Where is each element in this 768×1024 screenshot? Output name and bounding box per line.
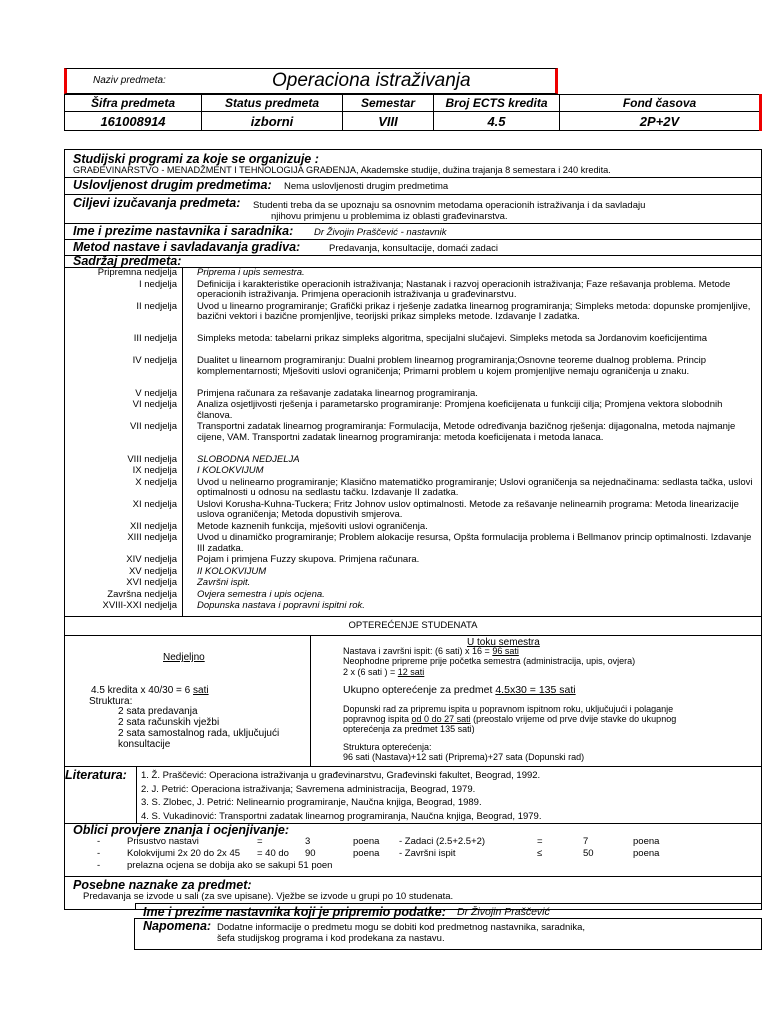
week-content: SLOBODNA NEDJELJA bbox=[197, 453, 300, 465]
ukupno-line: Ukupno opterećenje za predmet 4.5x30 = 135 sati bbox=[343, 684, 576, 696]
oblici-cell-f: = bbox=[537, 836, 543, 847]
col-sifra: Šifra predmeta bbox=[65, 95, 202, 112]
opterecenje-title: OPTEREĆENJE STUDENATA bbox=[348, 620, 478, 631]
sem-line-2: Neophodne pripreme prije početka semestra (administracija, upis, ovjera) bbox=[343, 656, 636, 666]
oblici-cell-a: Prisustvo nastavi bbox=[127, 836, 199, 847]
week-content: Definicija i karakteristike operacionih istraživanja; Nastanak i razvoj operacionih istraživanja; Faze rešavanja problema. Metode operacionih istraživanja. Primjena operacionih istraživanja u građevinarstvu. bbox=[197, 278, 731, 300]
oblici-cell-a: Kolokvijumi 2x 20 do 2x 45 bbox=[127, 848, 241, 859]
nastavnik-text: Dr Živojin Praščević - nastavnik bbox=[314, 227, 447, 238]
sem-line-3: 2 x (6 sati ) = 12 sati bbox=[343, 667, 425, 677]
divider bbox=[135, 903, 761, 904]
oblici-note-bullet: - bbox=[97, 860, 101, 871]
week-content: Završni ispit. bbox=[197, 577, 251, 588]
oblici-cell-e: - Završni ispit bbox=[399, 848, 456, 859]
sem-line-1: Nastava i završni ispit: (6 sati) x 16 = 96 sati bbox=[343, 646, 519, 656]
struktura-opt-label: Struktura opterećenja: bbox=[343, 742, 432, 752]
metod-text: Predavanja, konsultacije, domaći zadaci bbox=[329, 243, 498, 254]
week-label: XIV nedjelja bbox=[126, 554, 177, 565]
course-name-value: Operaciona istraživanja bbox=[272, 70, 471, 91]
val-sifra: 161008914 bbox=[65, 112, 202, 131]
course-detail-box bbox=[64, 149, 762, 919]
oblici-cell-c: 3 bbox=[305, 836, 311, 847]
oblici-label: Oblici provjere znanja i ocjenjivanje: bbox=[73, 823, 290, 837]
week-content: I KOLOKVIJUM bbox=[197, 465, 264, 476]
oblici-cell-b: = 40 do bbox=[257, 848, 289, 859]
oblici-cell-h: poena bbox=[633, 836, 660, 847]
dopunski-line-2: popravnog ispita od 0 do 27 sati (preostalo vrijeme od prve dvije stavke do ukupnog bbox=[343, 714, 677, 724]
oblici-cell-h: poena bbox=[633, 848, 660, 859]
val-ects: 4.5 bbox=[434, 112, 560, 131]
week-label: IV nedjelja bbox=[132, 355, 177, 366]
semestar-label: U toku semestra bbox=[467, 637, 540, 648]
struktura-item: 2 sata predavanja bbox=[118, 706, 198, 717]
week-content: Primjena računara za rešavanje zadataka linearnog programiranja. bbox=[197, 387, 478, 399]
struktura-item: konsultacije bbox=[118, 739, 171, 750]
literatura-item: 1. Ž. Praščević: Operaciona istraživanja u građevinarstvu, Građevinski fakultet, Beograd, 1992. bbox=[141, 770, 541, 781]
literatura-item: 4. S. Vukadinović: Transportni zadatak linearnog programiranja, Naučna knjiga, Beograd, 1979. bbox=[141, 811, 542, 822]
week-label: IX nedjelja bbox=[132, 465, 177, 476]
course-info-table bbox=[64, 94, 762, 131]
divider bbox=[65, 616, 761, 617]
divider bbox=[65, 635, 761, 636]
oblici-cell-b: = bbox=[257, 836, 263, 847]
oblici-cell-g: 7 bbox=[583, 836, 589, 847]
col-semestar: Semestar bbox=[343, 95, 434, 112]
literatura-item: 3. S. Zlobec, J. Petrić: Nelinearnio programiranje, Naučna knjiga, Beograd, 1989. bbox=[141, 797, 482, 808]
oblici-note: prelazna ocjena se dobija ako se sakupi 51 poen bbox=[127, 860, 333, 871]
nastavnik-label: Ime i prezime nastavnika i saradnika: bbox=[73, 224, 294, 238]
oblici-cell-bullet: - bbox=[97, 836, 101, 847]
literatura-label: Literatura: bbox=[65, 768, 127, 782]
week-label: XII nedjelja bbox=[129, 520, 177, 532]
oblici-cell-bullet: - bbox=[97, 848, 101, 859]
course-name-label: Naziv predmeta: bbox=[93, 75, 166, 86]
struktura-opt-value: 96 sati (Nastava)+12 sati (Priprema)+27 sata (Dopunski rad) bbox=[343, 752, 585, 762]
nedjeljno-label: Nedjeljno bbox=[163, 652, 205, 663]
oblici-cell-c: 90 bbox=[305, 848, 316, 859]
week-label: I nedjelja bbox=[138, 278, 177, 290]
struktura-label: Struktura: bbox=[89, 696, 133, 707]
struktura-item: 2 sata samostalnog rada, uključujući bbox=[118, 728, 280, 739]
week-label: X nedjelja bbox=[135, 476, 177, 488]
sadrzaj-label: Sadržaj predmeta: bbox=[73, 254, 182, 268]
ciljevi-label: Ciljevi izučavanja predmeta: bbox=[73, 196, 241, 210]
week-content: Uslovi Korusha-Kuhna-Tuckera; Fritz Johnov uslov optimalnosti. Metode za rešavanje nelinearnih programa: Metoda linearizacije uslova ograničenja; Metoda dopustivih smjerova. bbox=[197, 498, 739, 520]
pripremio-label: Ime i prezime nastavnika koji je pripremio podatke: bbox=[143, 905, 446, 919]
week-content: Priprema i upis semestra. bbox=[197, 267, 305, 278]
oblici-cell-g: 50 bbox=[583, 848, 594, 859]
programi-label: Studijski programi za koje se organizuje : bbox=[73, 152, 319, 166]
week-content: Metode kaznenih funkcija, mješoviti uslovi ograničenja. bbox=[197, 520, 428, 532]
pripremio-value: Dr Živojin Praščević bbox=[457, 906, 550, 918]
divider bbox=[65, 766, 761, 767]
week-content: Simpleks metoda: tabelarni prikaz simpleks algoritma, specijalni slučajevi. Simpleks metoda sa Jordanovim koeficijentima bbox=[197, 333, 708, 344]
divider bbox=[65, 194, 761, 195]
val-fond: 2P+2V bbox=[560, 112, 761, 131]
oblici-cell-d: poena bbox=[353, 848, 380, 859]
week-content: Ovjera semestra i upis ocjena. bbox=[197, 588, 325, 600]
dopunski-line-1: Dopunski rad za pripremu ispita u popravnom ispitnom roku, uključujući i polaganje bbox=[343, 704, 674, 714]
week-content: Uvod u nelinearno programiranje; Klasično matematičko programiranje; Uslovi ograničenja sa nejednačinama: sedlasta tačka, uslovi optimalnosti u odnosu na sedlastu tačku. Izdavanje II zadatka. bbox=[197, 476, 753, 498]
programi-text: GRAĐEVINARSTVO - MENADŽMENT I TEHNOLOGIJA GRAĐENJA, Akademske studije, dužina trajanja 8 semestara i 240 kredita. bbox=[73, 165, 611, 175]
val-status: izborni bbox=[202, 112, 343, 131]
col-ects: Broj ECTS kredita bbox=[434, 95, 560, 112]
oblici-cell-e: - Zadaci (2.5+2.5+2) bbox=[399, 836, 486, 847]
week-label: VII nedjelja bbox=[129, 421, 177, 432]
week-label: II nedjelja bbox=[136, 300, 177, 312]
week-content: Analiza osjetljivosti rješenja i parametarsko programiranje: Promjena koeficijenata u funkciji cilja; Promjena vektora slobodnih članova. bbox=[197, 399, 723, 421]
week-label: XIII nedjelja bbox=[127, 532, 177, 543]
literatura-divider bbox=[136, 766, 137, 823]
oblici-cell-f: ≤ bbox=[537, 848, 543, 859]
oblici-rows bbox=[65, 836, 761, 860]
col-fond: Fond časova bbox=[560, 95, 761, 112]
week-label: XVIII-XXI nedjelja bbox=[102, 600, 177, 611]
week-label: VI nedjelja bbox=[132, 399, 177, 410]
napomena-line-1: Dodatne informacije o predmetu mogu se dobiti kod predmetnog nastavnika, saradnika, bbox=[217, 922, 586, 933]
ciljevi-text-1: Studenti treba da se upoznaju sa osnovnim metodama operacionih istraživanja i da savladaju bbox=[253, 200, 646, 211]
week-label: XV nedjelja bbox=[128, 565, 177, 577]
literatura-item: 2. J. Petrić: Operaciona istraživanja; Savremena administracija, Beograd, 1979. bbox=[141, 784, 476, 795]
napomena-label: Napomena: bbox=[143, 919, 212, 933]
posebne-label: Posebne naznake za predmet: bbox=[73, 878, 252, 892]
course-name-row bbox=[64, 68, 558, 94]
opterecenje-column-divider bbox=[310, 635, 311, 766]
divider bbox=[135, 903, 136, 910]
week-content: Pojam i primjena Fuzzy skupova. Primjena računara. bbox=[197, 554, 420, 565]
nedjeljno-calc: 4.5 kredita x 40/30 = 6 sati bbox=[91, 685, 209, 696]
posebne-text: Predavanja se izvode u sali (za sve upisane). Vježbe se izvode u grupi po 10 studenata. bbox=[83, 891, 454, 902]
dopunski-line-3: opterećenja za predmet 135 sati) bbox=[343, 724, 475, 734]
week-content: Uvod u linearno programiranje; Grafički prikaz i rješenje zadatka linearnog programiranja; Simpleks metoda: dopunske promjenljive, bazični vektori i bazične promjenljive, teorijski prikaz simpleks metode. Izdavanje I zadatka. bbox=[197, 300, 751, 322]
week-label: Pripremna nedjelja bbox=[97, 267, 177, 278]
week-content: II KOLOKVIJUM bbox=[197, 565, 267, 577]
col-status: Status predmeta bbox=[202, 95, 343, 112]
napomena-line-2: šefa studijskog programa i kod prodekana za nastavu. bbox=[217, 933, 445, 944]
week-label: XI nedjelja bbox=[132, 498, 177, 510]
week-label: Završna nedjelja bbox=[107, 588, 177, 600]
week-label: VIII nedjelja bbox=[127, 453, 177, 465]
metod-label: Metod nastave i savladavanja gradiva: bbox=[73, 240, 301, 254]
struktura-item: 2 sata računskih vježbi bbox=[118, 717, 220, 728]
ciljevi-text-2: njihovu primjenu u problemima iz oblasti građevinarstva. bbox=[271, 211, 508, 222]
week-label: XVI nedjelja bbox=[126, 577, 177, 588]
oblici-cell-d: poena bbox=[353, 836, 380, 847]
week-content: Dopunska nastava i popravni ispitni rok. bbox=[197, 600, 365, 611]
napomena-box bbox=[134, 918, 762, 950]
week-label: III nedjelja bbox=[133, 333, 177, 344]
week-label: V nedjelja bbox=[135, 387, 177, 399]
weeks-list bbox=[65, 268, 761, 616]
week-content: Transportni zadatak linearnog programiranja: Formulacija, Metode određivanja bazičnog rješenja: dijagonalna, metoda najmanje cijene, VAM. Transportni zadatak linearnog programiranja: metoda koeficijenata i metoda lanaca. bbox=[197, 421, 736, 443]
week-content: Uvod u dinamičko programiranje; Problem alokacije resursa, Opšta formulacija problema i Bellmanov princip optimalnosti. Izdavanje III zadatka. bbox=[197, 532, 752, 554]
divider bbox=[65, 876, 761, 877]
uslov-text: Nema uslovljenosti drugim predmetima bbox=[284, 181, 449, 192]
val-semestar: VIII bbox=[343, 112, 434, 131]
week-content: Dualitet u linearnom programiranju: Dualni problem linearnog programiranja;Osnovne teoreme dualnog problema. Princip komplementarnosti; Mješoviti uslovi ograničenja; Primarni problem u kojem promjenljive nemaju ograničenja u znaku. bbox=[197, 355, 707, 377]
uslov-label: Uslovljenost drugim predmetima: bbox=[73, 178, 272, 192]
